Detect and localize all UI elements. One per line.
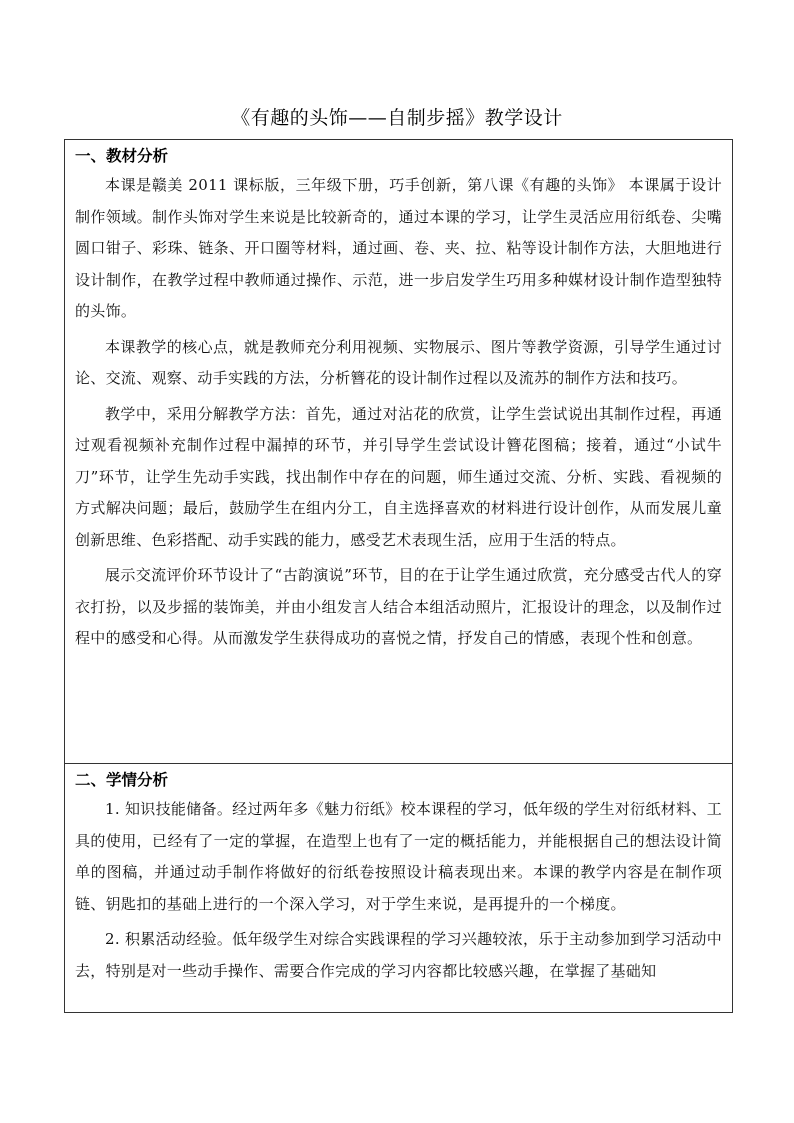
paragraph: 2. 积累活动经验。低年级学生对综合实践课程的学习兴趣较浓，乐于主动参加到学习活动中去，特别是对一些动手操作、需要合作完成的学习内容都比较感兴趣，在掌握了基础知 [75,930,722,980]
section-heading: 一、教材分析 [75,147,169,165]
textbook-analysis-section [65,140,732,764]
paragraph: 1. 知识技能储备。经过两年多《魅力衍纸》校本课程的学习，低年级的学生对衍纸材料、工具的使用，已经有了一定的掌握，在造型上也有了一定的概括能力，并能根据自己的想法设计简单的图稿，并通过动手制作将做好的衍纸卷按照设计稿表现出来。本课的教学内容是在制作项链、钥匙扣的基础上进行的一个深入学习，对于学生来说，是再提升的一个梯度。 [75,800,722,913]
paragraph: 本课是赣美 2011 课标版，三年级下册，巧手创新，第八课《有趣的头饰》 本课属于设计制作领域。制作头饰对学生来说是比较新奇的，通过本课的学习，让学生灵活应用衍纸卷、尖嘴圆口钳子、彩珠、链条、开口圈等材料，通过画、卷、夹、拉、粘等设计制作方法，大胆地进行设计制作，在教学过程中教师通过操作、示范，进一步启发学生巧用多种媒材设计制作造型独特的头饰。 [75,176,722,320]
paragraph: 教学中，采用分解教学方法：首先，通过对沾花的欣赏，让学生尝试说出其制作过程，再通过观看视频补充制作过程中漏掉的环节，并引导学生尝试设计簪花图稿；接着，通过“小试牛刀”环节，让学生先动手实践，找出制作中存在的问题，师生通过交流、分析、实践、看视频的方式解决问题；最后，鼓励学生在组内分工，自主选择喜欢的材料进行设计创作，从而发展儿童创新思维、色彩搭配、动手实践的能力，感受艺术表现生活，应用于生活的特点。 [75,404,722,549]
paragraph: 展示交流评价环节设计了“古韵演说”环节，目的在于让学生通过欣赏，充分感受古代人的穿衣打扮，以及步摇的装饰美，并由小组发言人结合本组活动照片，汇报设计的理念，以及制作过程中的感受和心得。从而激发学生获得成功的喜悦之情，抒发自己的情感，表现个性和创意。 [75,566,722,647]
lesson-plan-table [64,139,733,1013]
paragraph: 本课教学的核心点，就是教师充分利用视频、实物展示、图片等教学资源，引导学生通过讨论、交流、观察、动手实践的方法，分析簪花的设计制作过程以及流苏的制作方法和技巧。 [75,337,722,387]
student-analysis-section [65,764,732,1012]
document-title: 《有趣的头饰——自制步摇》教学设计 [231,107,563,129]
section-heading: 二、学情分析 [75,771,169,789]
